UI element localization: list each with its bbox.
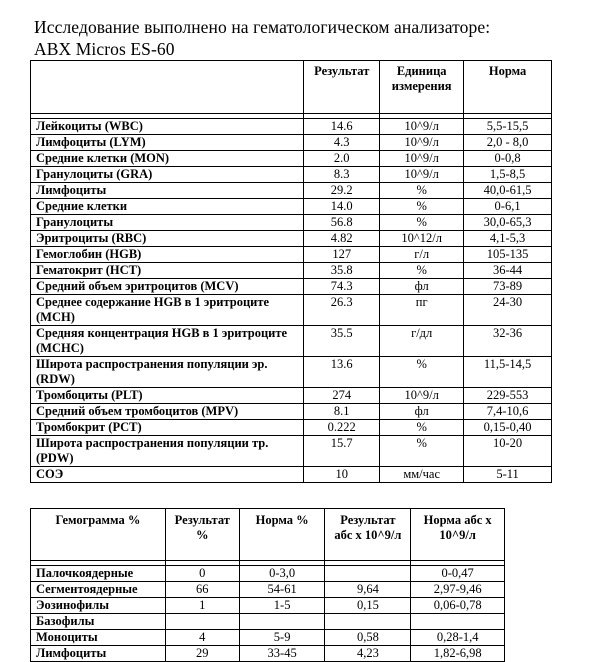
- unit-value: %: [380, 357, 464, 388]
- result-percent: 29: [165, 646, 239, 662]
- unit-value: пг: [380, 295, 464, 326]
- norm-percent: 33-45: [239, 646, 325, 662]
- norm-value: 73-89: [464, 279, 552, 295]
- unit-value: фл: [380, 404, 464, 420]
- norm-abs: [411, 614, 505, 630]
- norm-value: 10-20: [464, 436, 552, 467]
- document-title: [34, 16, 490, 60]
- norm-abs: 0-0,47: [411, 566, 505, 582]
- cell-type-name: Моноциты: [31, 630, 166, 646]
- header-result: Результат: [304, 61, 380, 114]
- norm-value: 40,0-61,5: [464, 183, 552, 199]
- result-value: 0.222: [304, 420, 380, 436]
- norm-value: 24-30: [464, 295, 552, 326]
- parameter-name: Лимфоциты (LYM): [31, 135, 304, 151]
- table-row: [31, 279, 552, 295]
- unit-value: фл: [380, 279, 464, 295]
- unit-value: 10^9/л: [380, 135, 464, 151]
- table-row: [31, 646, 505, 662]
- table-row: [31, 566, 505, 582]
- table-row: [31, 467, 552, 483]
- parameter-name: Тромбоциты (PLT): [31, 388, 304, 404]
- unit-value: %: [380, 183, 464, 199]
- cell-type-name: Эозинофилы: [31, 598, 166, 614]
- table-row: [31, 215, 552, 231]
- norm-value: 0-6,1: [464, 199, 552, 215]
- unit-value: г/л: [380, 247, 464, 263]
- parameter-name: Лейкоциты (WBC): [31, 119, 304, 135]
- table-row: [31, 231, 552, 247]
- parameter-name: Широта распространения популяции тр. (PDW): [31, 436, 304, 467]
- result-value: 8.3: [304, 167, 380, 183]
- parameter-name: Гемоглобин (HGB): [31, 247, 304, 263]
- unit-value: %: [380, 215, 464, 231]
- table-row: [31, 404, 552, 420]
- table-row: [31, 247, 552, 263]
- norm-value: 5-11: [464, 467, 552, 483]
- parameter-name: СОЭ: [31, 467, 304, 483]
- result-percent: 0: [165, 566, 239, 582]
- result-value: 274: [304, 388, 380, 404]
- parameter-name: Гематокрит (HCT): [31, 263, 304, 279]
- parameter-name: Тромбокрит (PCT): [31, 420, 304, 436]
- norm-value: 0,15-0,40: [464, 420, 552, 436]
- norm-value: 4,1-5,3: [464, 231, 552, 247]
- result-value: 13.6: [304, 357, 380, 388]
- result-abs: 4,23: [325, 646, 411, 662]
- norm-percent: 5-9: [239, 630, 325, 646]
- header-norm: Норма: [464, 61, 552, 114]
- hemogram-table: [30, 508, 505, 662]
- result-percent: 66: [165, 582, 239, 598]
- result-value: 29.2: [304, 183, 380, 199]
- unit-value: %: [380, 199, 464, 215]
- norm-abs: 1,82-6,98: [411, 646, 505, 662]
- table-row: [31, 167, 552, 183]
- result-value: 26.3: [304, 295, 380, 326]
- result-value: 56.8: [304, 215, 380, 231]
- result-percent: 1: [165, 598, 239, 614]
- table-row: [31, 582, 505, 598]
- parameter-name: Средние клетки: [31, 199, 304, 215]
- result-value: 14.0: [304, 199, 380, 215]
- parameter-name: Широта распространения популяции эр. (RDW): [31, 357, 304, 388]
- table-row: [31, 151, 552, 167]
- norm-value: 30,0-65,3: [464, 215, 552, 231]
- result-value: 4.3: [304, 135, 380, 151]
- table-row: [31, 436, 552, 467]
- result-abs: 0,15: [325, 598, 411, 614]
- header-norm-percent: Норма %: [239, 509, 325, 561]
- blood-analysis-table: [30, 60, 552, 483]
- table-row: [31, 614, 505, 630]
- parameter-name: Гранулоциты (GRA): [31, 167, 304, 183]
- result-percent: [165, 614, 239, 630]
- unit-value: 10^12/л: [380, 231, 464, 247]
- norm-value: 5,5-15,5: [464, 119, 552, 135]
- result-abs: 0,58: [325, 630, 411, 646]
- unit-value: 10^9/л: [380, 151, 464, 167]
- table-row: [31, 630, 505, 646]
- result-value: 8.1: [304, 404, 380, 420]
- header-unit: Единица измерения: [380, 61, 464, 114]
- unit-value: мм/час: [380, 467, 464, 483]
- cell-type-name: Лимфоциты: [31, 646, 166, 662]
- result-value: 4.82: [304, 231, 380, 247]
- unit-value: 10^9/л: [380, 119, 464, 135]
- table-row: [31, 119, 552, 135]
- table-row: [31, 420, 552, 436]
- norm-percent: [239, 614, 325, 630]
- norm-percent: 0-3,0: [239, 566, 325, 582]
- table-row: [31, 183, 552, 199]
- parameter-name: Среднее содержание HGB в 1 эритроците (MCH): [31, 295, 304, 326]
- norm-value: 11,5-14,5: [464, 357, 552, 388]
- header-result-percent: Результат %: [165, 509, 239, 561]
- table-row: [31, 295, 552, 326]
- norm-value: 105-135: [464, 247, 552, 263]
- norm-abs: 2,97-9,46: [411, 582, 505, 598]
- table-row: [31, 357, 552, 388]
- table-row: [31, 326, 552, 357]
- norm-value: 7,4-10,6: [464, 404, 552, 420]
- title-line-2: ABX Micros ES-60: [34, 39, 175, 59]
- result-value: 35.8: [304, 263, 380, 279]
- norm-value: 1,5-8,5: [464, 167, 552, 183]
- cell-type-name: Сегментоядерные: [31, 582, 166, 598]
- parameter-name: Средний объем эритроцитов (MCV): [31, 279, 304, 295]
- cell-type-name: Палочкоядерные: [31, 566, 166, 582]
- unit-value: 10^9/л: [380, 388, 464, 404]
- result-value: 14.6: [304, 119, 380, 135]
- table-row: [31, 199, 552, 215]
- parameter-name: Средняя концентрация HGB в 1 эритроците (MCHC): [31, 326, 304, 357]
- norm-value: 32-36: [464, 326, 552, 357]
- result-abs: [325, 614, 411, 630]
- norm-value: 229-553: [464, 388, 552, 404]
- result-value: 15.7: [304, 436, 380, 467]
- unit-value: 10^9/л: [380, 167, 464, 183]
- parameter-name: Эритроциты (RBC): [31, 231, 304, 247]
- norm-abs: 0,06-0,78: [411, 598, 505, 614]
- header-norm-abs: Норма абс х 10^9/л: [411, 509, 505, 561]
- parameter-name: Гранулоциты: [31, 215, 304, 231]
- parameter-name: Средние клетки (MON): [31, 151, 304, 167]
- table-row: [31, 263, 552, 279]
- norm-value: 0-0,8: [464, 151, 552, 167]
- unit-value: %: [380, 436, 464, 467]
- header-parameter: [31, 61, 304, 114]
- table-row: [31, 598, 505, 614]
- header-result-abs: Результат абс х 10^9/л: [325, 509, 411, 561]
- result-percent: 4: [165, 630, 239, 646]
- norm-abs: 0,28-1,4: [411, 630, 505, 646]
- table-header-row: [31, 509, 505, 561]
- unit-value: %: [380, 420, 464, 436]
- result-value: 2.0: [304, 151, 380, 167]
- table-row: [31, 135, 552, 151]
- result-abs: 9,64: [325, 582, 411, 598]
- parameter-name: Лимфоциты: [31, 183, 304, 199]
- table-row: [31, 388, 552, 404]
- result-abs: [325, 566, 411, 582]
- result-value: 10: [304, 467, 380, 483]
- norm-value: 36-44: [464, 263, 552, 279]
- header-hemogram: Гемограмма %: [31, 509, 166, 561]
- title-line-1: Исследование выполнено на гематологическом анализаторе:: [34, 17, 491, 37]
- unit-value: г/дл: [380, 326, 464, 357]
- norm-percent: 54-61: [239, 582, 325, 598]
- cell-type-name: Базофилы: [31, 614, 166, 630]
- result-value: 127: [304, 247, 380, 263]
- parameter-name: Средний объем тромбоцитов (MPV): [31, 404, 304, 420]
- norm-value: 2,0 - 8,0: [464, 135, 552, 151]
- result-value: 74.3: [304, 279, 380, 295]
- result-value: 35.5: [304, 326, 380, 357]
- unit-value: %: [380, 263, 464, 279]
- table-header-row: [31, 61, 552, 114]
- norm-percent: 1-5: [239, 598, 325, 614]
